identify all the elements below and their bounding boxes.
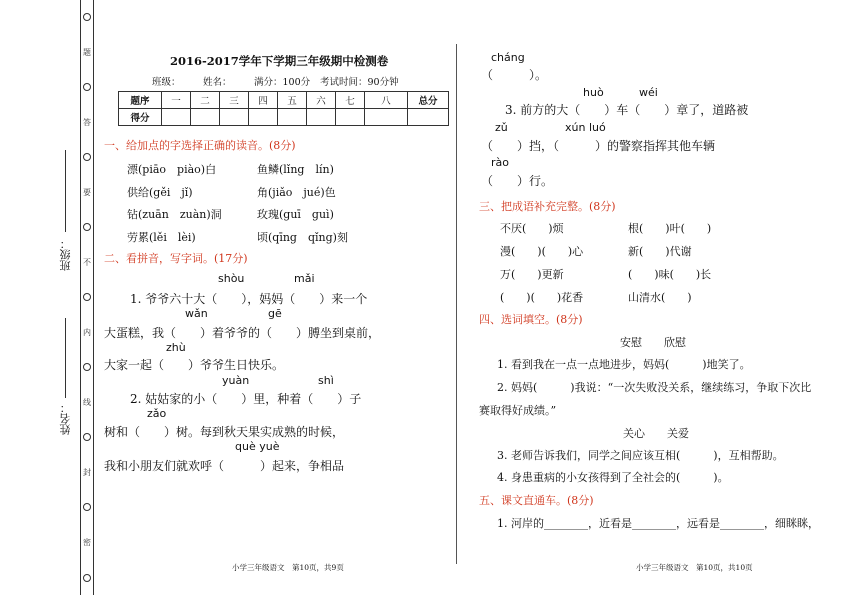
score-header-cell: 总分 — [408, 92, 449, 109]
section-3-heading: 三、把成语补充完整。(8分) — [479, 200, 616, 213]
binding-name-label: 姓名： — [59, 402, 72, 435]
page-divider — [456, 44, 457, 564]
exercise-line: 大蛋糕，我（ ）着爷爷的（ ）膊坐到桌前， — [104, 326, 381, 340]
idiom-item: 新( )代谢 — [628, 245, 692, 258]
score-cell[interactable] — [365, 109, 408, 126]
score-cell[interactable] — [249, 109, 278, 126]
idiom-item: 根( )叶( ) — [628, 222, 712, 235]
idiom-item: 万( )更新 — [500, 268, 564, 281]
score-header-cell: 二 — [191, 92, 220, 109]
section-1-heading: 一、给加点的字选择正确的读音。(8分) — [104, 139, 296, 152]
binding-circle — [83, 293, 91, 301]
score-header-cell: 八 — [365, 92, 408, 109]
exercise-line: 我和小朋友们就欢呼（ ）起来，争相品 — [104, 459, 345, 473]
score-cell[interactable] — [408, 109, 449, 126]
score-header-cell: 六 — [307, 92, 336, 109]
question-line: 4. 身患重病的小女孩得到了全社会的( )。 — [497, 471, 729, 484]
pinyin-hint: gē — [268, 307, 282, 320]
question-line: 2. 妈妈( )我说：“一次失败没关系，继续练习，争取下次比 — [497, 381, 812, 394]
pronunciation-item: 漂(piāo piào)白 — [127, 163, 217, 176]
pronunciation-item: 劳累(lěi lèi) — [127, 231, 196, 244]
binding-circle — [83, 13, 91, 21]
binding-char: 密 — [83, 537, 91, 547]
pinyin-hint: mǎi — [294, 272, 315, 285]
pronunciation-item: 顷(qīng qǐng)刻 — [257, 231, 348, 244]
pronunciation-item: 角(jiǎo jué)色 — [257, 186, 336, 199]
score-header-cell: 五 — [278, 92, 307, 109]
score-header-cell: 一 — [162, 92, 191, 109]
score-cell[interactable] — [307, 109, 336, 126]
pronunciation-item: 鱼鳞(lǐng lín) — [257, 163, 334, 176]
pinyin-hint: cháng — [491, 51, 525, 64]
pinyin-hint: rào — [491, 156, 509, 169]
pinyin-hint: wǎn — [185, 307, 208, 320]
binding-char: 线 — [83, 397, 91, 407]
score-header-cell: 四 — [249, 92, 278, 109]
score-cell[interactable] — [278, 109, 307, 126]
binding-circle — [83, 433, 91, 441]
pinyin-hint: shì — [318, 374, 334, 387]
page-footer-right: 小学三年级语文 第10页，共10页 — [636, 563, 753, 572]
binding-char: 封 — [83, 467, 91, 477]
pronunciation-item: 供给(gěi jǐ) — [127, 186, 193, 199]
score-cell[interactable] — [162, 109, 191, 126]
score-table-header-row — [119, 92, 449, 109]
binding-class-label: 班级： — [59, 238, 72, 271]
score-cell[interactable] — [220, 109, 249, 126]
exercise-line: （ ）。 — [481, 68, 548, 82]
pinyin-hint: yuàn — [222, 374, 250, 387]
info-time: 考试时间：90分钟 — [320, 77, 399, 88]
score-header-cell: 题序 — [119, 92, 162, 109]
word-choices: 关心 关爱 — [623, 427, 689, 440]
score-row-label: 得分 — [119, 109, 162, 126]
score-header-cell: 三 — [220, 92, 249, 109]
binding-circle — [83, 363, 91, 371]
score-cell[interactable] — [191, 109, 220, 126]
question-line: 1. 河岸的________，近看是________，远看是________，细眯眯， — [497, 517, 819, 530]
question-line: 赛取得好成绩。” — [479, 404, 557, 417]
binding-circle — [83, 503, 91, 511]
exercise-line: 大家一起（ ）爷爷生日快乐。 — [104, 358, 285, 372]
score-table — [118, 91, 449, 126]
section-4-heading: 四、选词填空。(8分) — [479, 313, 583, 326]
pinyin-hint: què yuè — [235, 440, 280, 453]
pinyin-hint: huò — [583, 86, 604, 99]
word-choices: 安慰 欣慰 — [620, 336, 686, 349]
binding-char: 不 — [83, 257, 91, 267]
idiom-item: 不厌( )烦 — [500, 222, 564, 235]
pinyin-hint: wéi — [639, 86, 658, 99]
binding-circle — [83, 223, 91, 231]
pinyin-hint: zhù — [166, 341, 186, 354]
exercise-line: 2. 姑姑家的小（ ）里，种着（ ）子 — [130, 392, 362, 406]
binding-circle — [83, 153, 91, 161]
score-table-score-row — [119, 109, 449, 126]
binding-circle — [83, 574, 91, 582]
idiom-item: 漫( )( )心 — [500, 245, 584, 258]
pinyin-hint: shòu — [218, 272, 245, 285]
section-2-heading: 二、看拼音，写字词。(17分) — [104, 252, 248, 265]
binding-char: 题 — [83, 47, 91, 57]
info-class: 班级： — [152, 77, 181, 88]
score-header-cell: 七 — [336, 92, 365, 109]
page-footer-left: 小学三年级语文 第10页，共9页 — [232, 563, 344, 572]
binding-char: 内 — [83, 327, 91, 337]
idiom-item: 山清水( ) — [628, 291, 692, 304]
binding-name-blank[interactable] — [65, 318, 66, 398]
exercise-line: （ ）挡，（ ）的警察指挥其他车辆 — [481, 139, 716, 153]
binding-circle — [83, 83, 91, 91]
exercise-line: 树和（ ）树。每到秋天果实成熟的时候， — [104, 425, 345, 439]
pinyin-hint: zǔ — [495, 121, 508, 134]
binding-class-blank[interactable] — [65, 150, 66, 232]
pinyin-hint: xún luó — [565, 121, 606, 134]
exercise-line: 3. 前方的大（ ）车（ ）章了，道路被 — [505, 103, 749, 117]
info-name: 姓名： — [203, 77, 232, 88]
score-cell[interactable] — [336, 109, 365, 126]
pinyin-hint: zǎo — [147, 407, 167, 420]
idiom-item: ( )味( )长 — [628, 268, 712, 281]
pronunciation-item: 玫瑰(guī guì) — [257, 208, 334, 221]
section-5-heading: 五、课文直通车。(8分) — [479, 494, 594, 507]
binding-char: 要 — [83, 187, 91, 197]
exercise-line: 1. 爷爷六十大（ ），妈妈（ ）来一个 — [130, 292, 368, 306]
pronunciation-item: 钻(zuān zuàn)洞 — [127, 208, 222, 221]
binding-seal-column — [80, 0, 94, 595]
question-line: 1. 看到我在一点一点地进步，妈妈( )地笑了。 — [497, 358, 751, 371]
question-line: 3. 老师告诉我们，同学之间应该互相( )，互相帮助。 — [497, 449, 784, 462]
info-score: 满分：100分 — [254, 77, 311, 88]
exercise-line: （ ）行。 — [481, 174, 554, 188]
exam-title: 2016-2017学年下学期三年级期中检测卷 — [170, 54, 389, 68]
idiom-item: ( )( )花香 — [500, 291, 584, 304]
binding-char: 答 — [83, 117, 91, 127]
